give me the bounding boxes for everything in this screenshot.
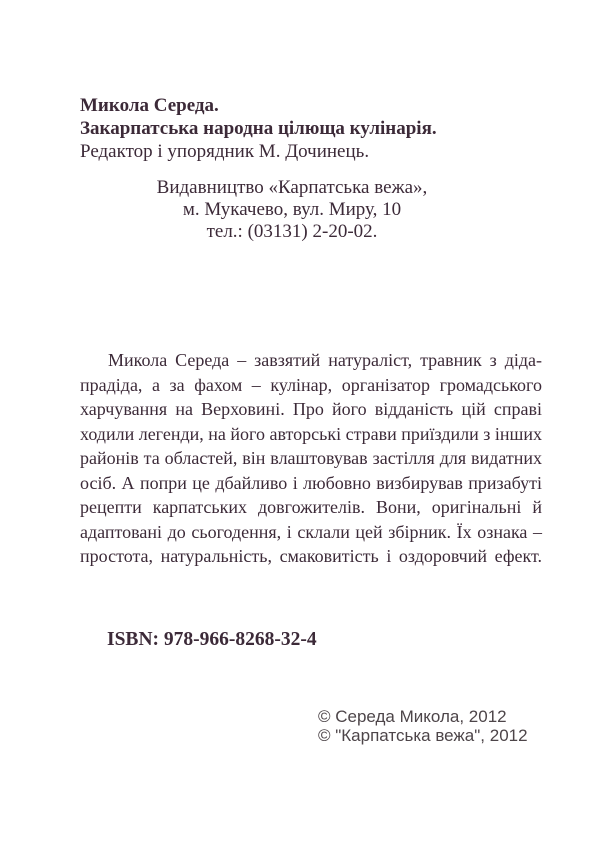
annotation-line: простота, натуральність, смаковитість і оздоровчий ефект.: [80, 546, 542, 566]
annotation-line: рецепти карпатських довгожителів. Вони, оригінальні й: [80, 497, 542, 517]
publisher-block: [80, 177, 504, 243]
annotation-line: адаптовані до сьогодення, і склали цей збірник. Їх ознака –: [80, 521, 542, 542]
annotation-paragraph: [80, 348, 542, 569]
author-name: Микола Середа.: [80, 95, 219, 116]
publisher-phone: тел.: (03131) 2-20-02.: [206, 221, 378, 242]
annotation-line: осіб. А попри це дбайливо і любовно визбирував призабуті: [80, 472, 542, 493]
annotation-line: Микола Середа – завзятий натураліст, травник з діда-: [108, 350, 542, 370]
book-title: Закарпатська народна цілюща кулінарія.: [80, 118, 437, 139]
isbn-line: ISBN: 978-966-8268-32-4: [107, 629, 317, 650]
copyright-publisher: © "Карпатська вежа", 2012: [318, 726, 528, 745]
copyright-author: © Середа Микола, 2012: [318, 707, 507, 726]
publisher-address: м. Мукачево, вул. Миру, 10: [182, 199, 402, 220]
author-title-block: [80, 94, 437, 163]
annotation-line: харчування на Верховині. Про його відданість цій справі: [80, 399, 542, 419]
copyright-block: [318, 707, 528, 745]
annotation-line: ходили легенди, на його авторські страви приїздили з інших: [80, 423, 542, 444]
annotation-line: районів та областей, він влаштовував застілля для видатних: [80, 448, 542, 468]
annotation-line: прадіда, а за фахом – кулінар, організатор громадського: [80, 374, 542, 395]
editor-line: Редактор і упорядник М. Дочинець.: [80, 141, 370, 162]
publisher-name: Видавництво «Карпатська вежа»,: [156, 177, 428, 198]
